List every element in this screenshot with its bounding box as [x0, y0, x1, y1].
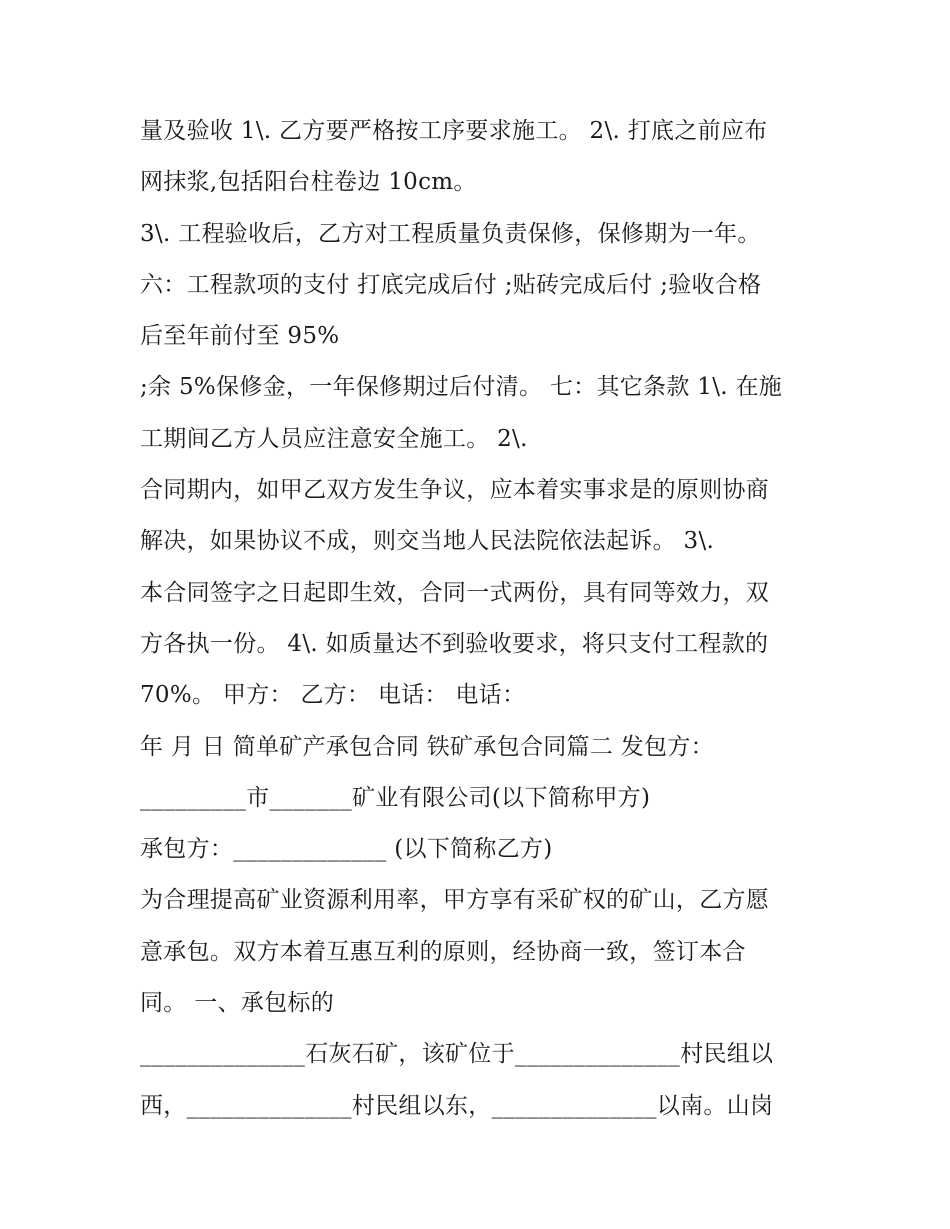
text-line: 解决，如果协议不成，则交当地人民法院依法起诉。 3\. — [140, 528, 715, 555]
text-line: 本合同签字之日起即生效，合同一式两份，具有同等效力，双 — [140, 579, 770, 606]
text-line: 方各执一份。 4\. 如质量达不到验收要求，将只支付工程款的 — [140, 630, 769, 657]
text-line: 意承包。双方本着互惠互利的原则，经协商一致，签订本合 — [140, 938, 746, 965]
document-body — [140, 106, 820, 1132]
text-line: 后至年前付至 95% — [140, 323, 340, 350]
text-line: 六：工程款项的支付 打底完成后付 ;贴砖完成后付 ;验收合格 — [140, 271, 762, 298]
text-line: 年 月 日 简单矿产承包合同 铁矿承包合同篇二 发包方： — [140, 733, 714, 760]
text-line: ;余 5%保修金，一年保修期过后付清。 七：其它条款 1\. 在施 — [140, 374, 783, 401]
text-line: 网抹浆,包括阳台柱卷边 10cm。 — [140, 169, 477, 196]
text-line: 同。 一、承包标的 — [140, 990, 335, 1017]
text-line: 量及验收 1\. 乙方要严格按工序要求施工。 2\. 打底之前应布 — [140, 118, 768, 144]
text-line: _________市_______矿业有限公司(以下简称甲方) — [140, 784, 651, 811]
text-line: 合同期内，如甲乙双方发生争议，应本着实事求是的原则协商 — [140, 477, 770, 504]
text-line: 3\. 工程验收后，乙方对工程质量负责保修，保修期为一年。 — [140, 220, 761, 247]
text-line: 为合理提高矿业资源利用率，甲方享有采矿权的矿山，乙方愿 — [140, 887, 770, 914]
text-line: 工期间乙方人员应注意安全施工。 2\. — [140, 425, 528, 452]
text-line: 70%。 甲方： 乙方： 电话： 电话： — [140, 682, 526, 709]
text-line: 西，______________村民组以东，______________以南。山岗 — [140, 1092, 774, 1119]
text-line: ______________石灰石矿，该矿位于______________村民组以 — [140, 1041, 774, 1068]
text-line: 承包方：_____________ (以下简称乙方) — [140, 836, 553, 863]
